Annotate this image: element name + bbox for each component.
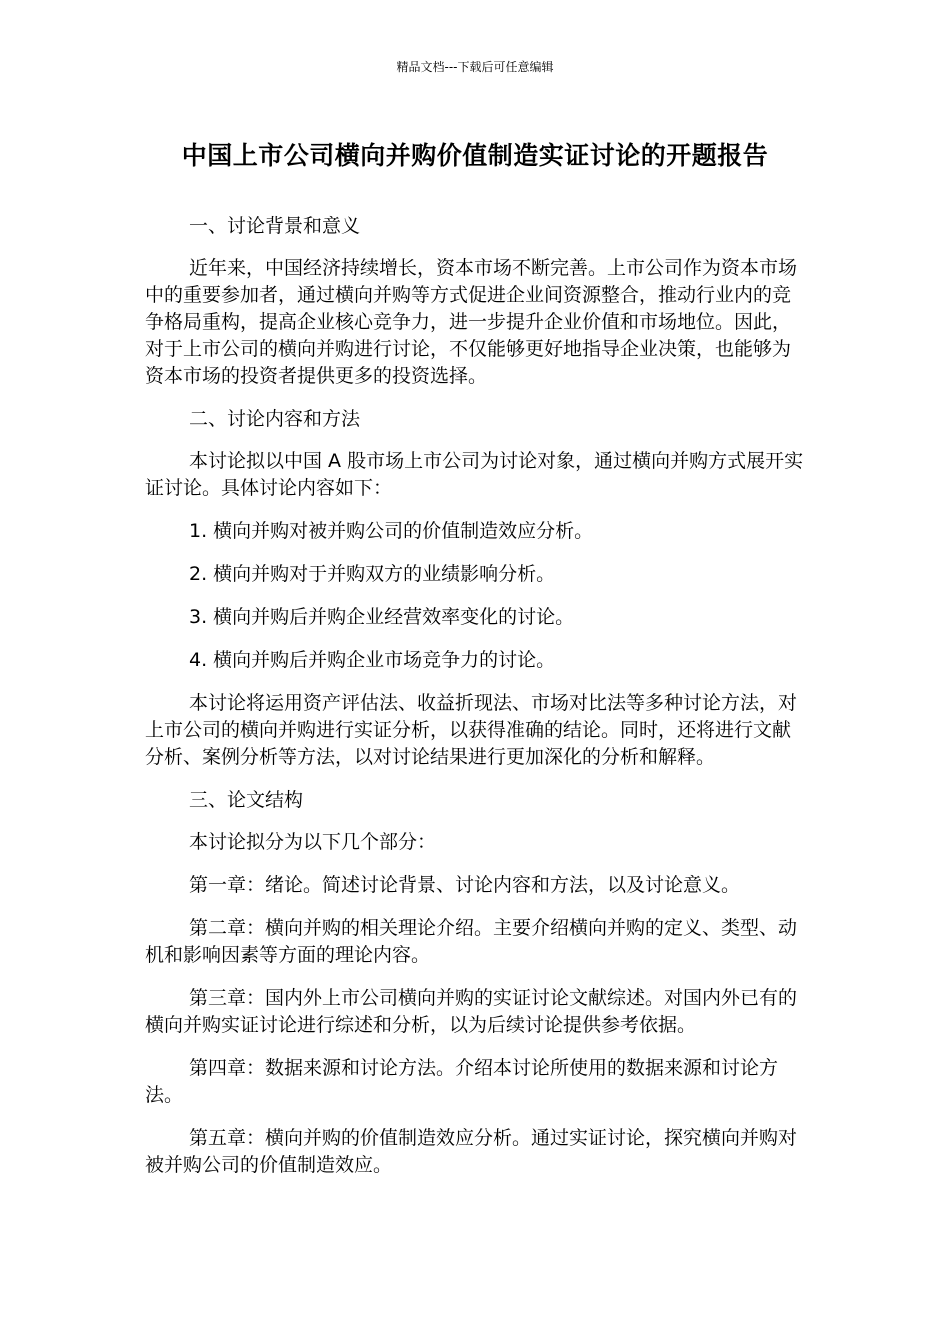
chapter-item: 第四章：数据来源和讨论方法。介绍本讨论所使用的数据来源和讨论方法。 [145,1057,779,1106]
list-item: 3. 横向并购后并购企业经营效率变化的讨论。 [189,606,575,628]
document-title: 中国上市公司横向并购价值制造实证讨论的开题报告 [181,141,769,170]
list-item: 4. 横向并购后并购企业市场竞争力的讨论。 [189,649,556,671]
chapter-item: 第一章：绪论。简述讨论背景、讨论内容和方法，以及讨论意义。 [189,874,741,896]
paragraph: 本讨论拟以中国 A 股市场上市公司为讨论对象，通过横向并购方式展开实证讨论。具体讨论内容如下： [145,450,804,499]
section-heading: 三、论文结构 [189,789,304,811]
section-heading: 一、讨论背景和意义 [189,215,361,237]
paragraph: 本讨论将运用资产评估法、收益折现法、市场对比法等多种讨论方法，对上市公司的横向并购进行实证分析，以获得准确的结论。同时，还将进行文献分析、案例分析等方法，以对讨论结果进行更加深化的分析和解释。 [145,692,798,768]
paragraph: 近年来，中国经济持续增长，资本市场不断完善。上市公司作为资本市场中的重要参加者，通过横向并购等方式促进企业间资源整合，推动行业内的竞争格局重构，提高企业核心竞争力，进一步提升企业价值和市场地位。因此，对于上市公司的横向并购进行讨论，不仅能够更好地指导企业决策，也能够为资本市场的投资者提供更多的投资选择。 [145,257,798,387]
list-item: 1. 横向并购对被并购公司的价值制造效应分析。 [189,520,594,542]
document-body [145,213,805,1195]
chapter-item: 第二章：横向并购的相关理论介绍。主要介绍横向并购的定义、类型、动机和影响因素等方面的理论内容。 [145,917,798,966]
section-heading: 二、讨论内容和方法 [189,408,361,430]
chapter-item: 第五章：横向并购的价值制造效应分析。通过实证讨论，探究横向并购对被并购公司的价值制造效应。 [145,1127,798,1176]
list-item: 2. 横向并购对于并购双方的业绩影响分析。 [189,563,556,585]
paragraph: 本讨论拟分为以下几个部分： [189,831,437,853]
header-note: 精品文档---下载后可任意编辑 [396,60,554,74]
chapter-item: 第三章：国内外上市公司横向并购的实证讨论文献综述。对国内外已有的横向并购实证讨论进行综述和分析，以为后续讨论提供参考依据。 [145,987,798,1036]
